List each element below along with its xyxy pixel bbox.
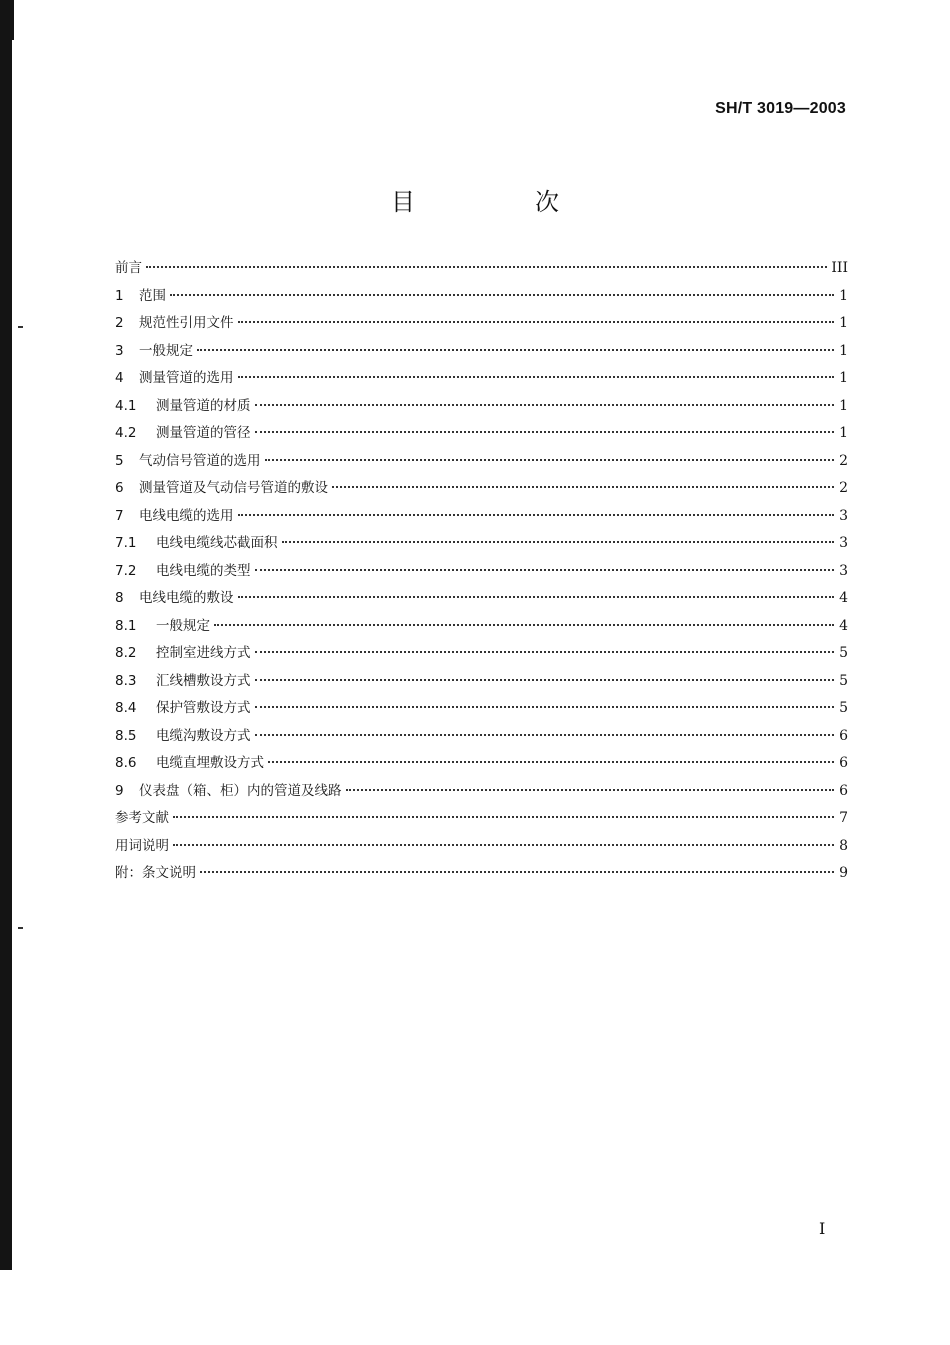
toc-entry-page: 9 <box>839 865 848 881</box>
toc-entry-label: 测量管道的选用 <box>139 370 234 386</box>
toc-entry-number: 9 <box>115 782 124 799</box>
toc-entry[interactable] <box>115 806 848 834</box>
toc-entry-label: 附：条文说明 <box>115 865 196 881</box>
toc-entry-page: 6 <box>839 755 848 771</box>
toc-entry-number: 6 <box>115 480 124 496</box>
toc-leader-dots <box>282 541 835 543</box>
toc-entry-page: 4 <box>839 590 848 606</box>
toc-leader-dots <box>332 486 834 488</box>
toc-entry-label: 电线电缆线芯截面积 <box>156 535 278 551</box>
toc-leader-dots <box>255 431 835 433</box>
toc-leader-dots <box>268 761 834 763</box>
toc-leader-dots <box>265 459 835 461</box>
toc-entry[interactable] <box>115 421 848 449</box>
toc-entry-label: 测量管道及气动信号管道的敷设 <box>139 480 328 496</box>
toc-entry-page: 3 <box>839 535 848 551</box>
toc-leader-dots <box>173 816 834 818</box>
toc-entry-label: 电缆直埋敷设方式 <box>156 755 264 771</box>
toc-entry[interactable] <box>115 724 848 752</box>
scan-mark <box>18 927 23 929</box>
toc-entry[interactable] <box>115 366 848 394</box>
toc-entry-number: 1 <box>115 287 124 304</box>
toc-entry[interactable] <box>115 284 848 312</box>
toc-entry[interactable] <box>115 834 848 862</box>
toc-entry[interactable] <box>115 641 848 669</box>
toc-entry-number: 7 <box>115 507 124 524</box>
toc-leader-dots <box>238 321 835 323</box>
toc-entry-label: 范围 <box>139 287 166 304</box>
toc-entry-label: 规范性引用文件 <box>139 315 234 331</box>
toc-leader-dots <box>238 596 835 598</box>
toc-entry-page: 6 <box>839 727 848 744</box>
toc-entry[interactable] <box>115 394 848 422</box>
toc-entry-page: 1 <box>839 287 848 304</box>
toc-entry[interactable] <box>115 504 848 532</box>
toc-entry-label: 前言 <box>115 260 142 276</box>
page-title: 目 次 <box>391 188 607 216</box>
toc-entry[interactable] <box>115 614 848 642</box>
toc-entry-page: 1 <box>839 342 848 359</box>
toc-entry[interactable] <box>115 449 848 477</box>
toc-entry-number: 8 <box>115 590 124 606</box>
toc-entry-label: 保护管敷设方式 <box>156 700 251 716</box>
toc-entry-page: 1 <box>839 370 848 386</box>
scan-edge-shadow-top <box>0 0 14 40</box>
toc-leader-dots <box>238 376 835 378</box>
toc-entry[interactable] <box>115 339 848 367</box>
toc-entry-page: 8 <box>839 837 848 854</box>
toc-entry-page: 3 <box>839 507 848 524</box>
toc-entry-label: 电线电缆的选用 <box>139 507 234 524</box>
toc-entry-number: 8.5 <box>115 727 137 744</box>
toc-entry-number: 8.3 <box>115 672 137 689</box>
table-of-contents <box>115 256 848 889</box>
toc-entry-page: 7 <box>839 810 848 826</box>
toc-entry-page: 4 <box>839 617 848 634</box>
toc-leader-dots <box>255 706 835 708</box>
toc-entry-number: 5 <box>115 452 124 469</box>
toc-entry[interactable] <box>115 696 848 724</box>
toc-entry-page: 6 <box>839 782 848 799</box>
toc-entry-number: 4.1 <box>115 397 137 414</box>
toc-entry-label: 汇线槽敷设方式 <box>156 672 251 689</box>
toc-entry-label: 测量管道的管径 <box>156 425 251 441</box>
toc-entry[interactable] <box>115 751 848 779</box>
toc-leader-dots <box>255 679 835 681</box>
toc-leader-dots <box>197 349 834 351</box>
toc-entry-label: 电线电缆的类型 <box>156 562 251 579</box>
toc-entry-number: 7.1 <box>115 535 137 551</box>
toc-entry[interactable] <box>115 779 848 807</box>
toc-leader-dots <box>238 514 835 516</box>
toc-entry-page: 1 <box>839 315 848 331</box>
toc-entry-label: 参考文献 <box>115 810 169 826</box>
toc-entry-page: 3 <box>839 562 848 579</box>
document-code: SH/T 3019—2003 <box>715 100 846 117</box>
toc-entry-number: 8.4 <box>115 700 137 716</box>
toc-leader-dots <box>255 569 835 571</box>
toc-entry-label: 测量管道的材质 <box>156 397 251 414</box>
toc-entry-label: 一般规定 <box>139 342 193 359</box>
toc-entry[interactable] <box>115 476 848 504</box>
toc-entry-number: 8.6 <box>115 755 137 771</box>
toc-leader-dots <box>173 844 834 846</box>
toc-leader-dots <box>346 789 835 791</box>
toc-entry-label: 用词说明 <box>115 837 169 854</box>
toc-entry-label: 仪表盘（箱、柜）内的管道及线路 <box>139 782 342 799</box>
toc-leader-dots <box>214 624 834 626</box>
toc-entry[interactable] <box>115 311 848 339</box>
toc-entry-page: 1 <box>839 425 848 441</box>
toc-entry-number: 8.1 <box>115 617 137 634</box>
toc-entry-label: 电缆沟敷设方式 <box>156 727 251 744</box>
toc-entry-page: 1 <box>839 397 848 414</box>
toc-entry-page: III <box>831 260 848 276</box>
toc-entry[interactable] <box>115 256 848 284</box>
toc-entry[interactable] <box>115 669 848 697</box>
toc-entry[interactable] <box>115 531 848 559</box>
toc-entry-label: 控制室进线方式 <box>156 645 251 661</box>
toc-entry-number: 8.2 <box>115 645 137 661</box>
toc-entry-label: 电线电缆的敷设 <box>139 590 234 606</box>
toc-leader-dots <box>200 871 834 873</box>
toc-entry[interactable] <box>115 559 848 587</box>
toc-leader-dots <box>146 266 827 268</box>
toc-leader-dots <box>255 404 835 406</box>
page-number: I <box>819 1219 826 1238</box>
toc-entry-number: 3 <box>115 342 124 359</box>
toc-entry-label: 一般规定 <box>156 617 210 634</box>
toc-entry-page: 5 <box>839 672 848 689</box>
toc-entry-page: 2 <box>839 452 848 469</box>
toc-entry-label: 气动信号管道的选用 <box>139 452 261 469</box>
scan-mark <box>18 326 23 328</box>
toc-entry-number: 2 <box>115 315 124 331</box>
toc-entry-page: 5 <box>839 645 848 661</box>
toc-leader-dots <box>170 294 834 296</box>
toc-leader-dots <box>255 734 835 736</box>
toc-leader-dots <box>255 651 835 653</box>
toc-entry-number: 4 <box>115 370 124 386</box>
toc-entry-number: 4.2 <box>115 425 137 441</box>
toc-entry-number: 7.2 <box>115 562 137 579</box>
toc-entry[interactable] <box>115 586 848 614</box>
toc-entry[interactable] <box>115 861 848 889</box>
toc-entry-page: 5 <box>839 700 848 716</box>
toc-entry-page: 2 <box>839 480 848 496</box>
